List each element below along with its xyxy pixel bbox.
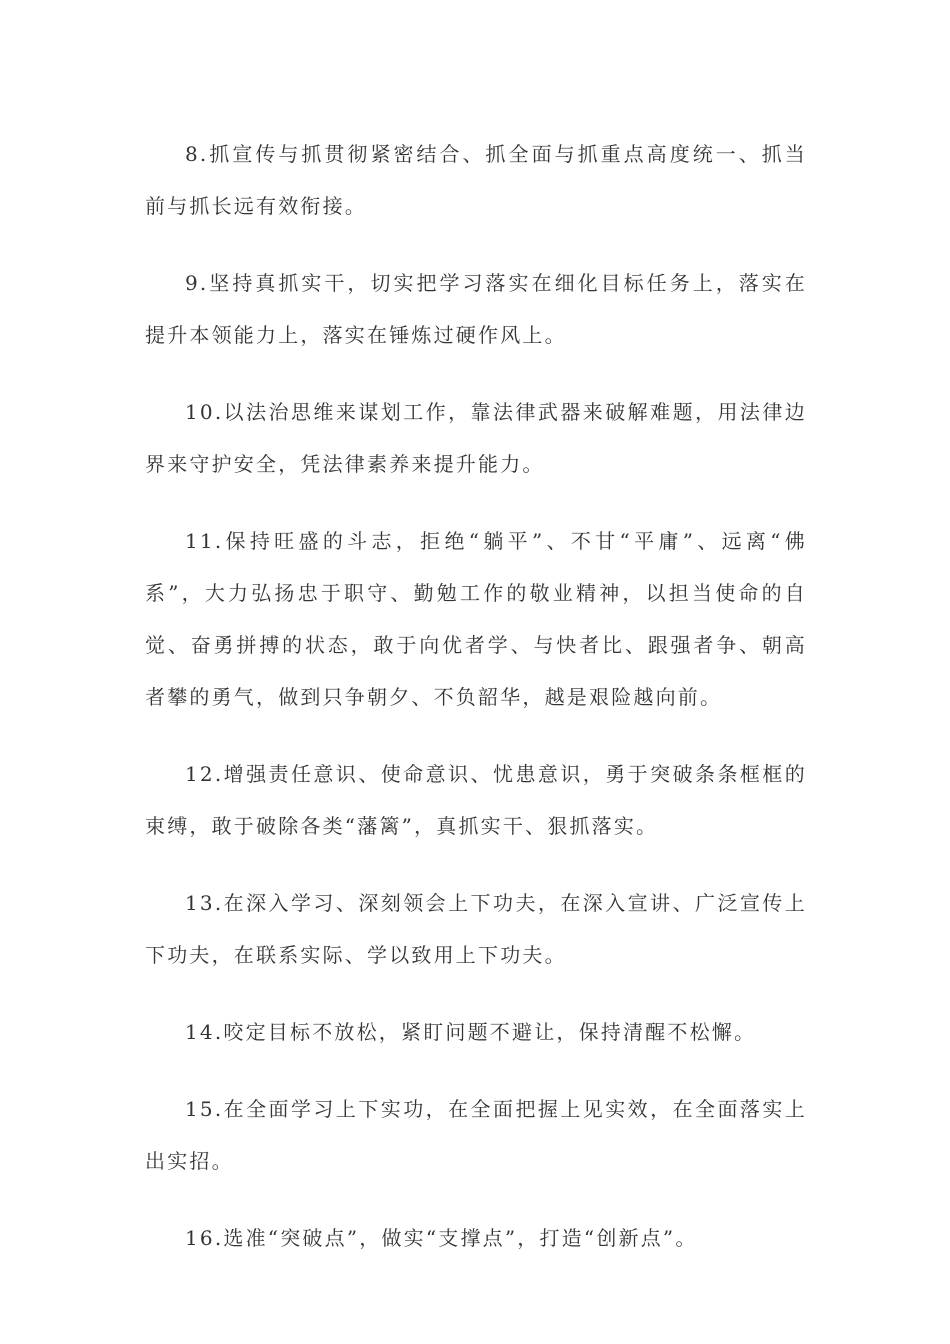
paragraph-item-16: 16.选准“突破点”，做实“支撑点”，打造“创新点”。 [185, 1226, 698, 1250]
paragraph-item-8: 8.抓宣传与抓贯彻紧密结合、抓全面与抓重点高度统一、抓当前与抓长远有效衔接。 [145, 142, 807, 218]
paragraph-item-14: 14.咬定目标不放松，紧盯问题不避让，保持清醒不松懈。 [185, 1020, 757, 1044]
document-body [145, 128, 807, 1289]
paragraph-item-10: 10.以法治思维来谋划工作，靠法律武器来破解难题，用法律边界来守护安全，凭法律素养来提升能力。 [145, 400, 807, 476]
paragraph-item-15: 15.在全面学习上下实功，在全面把握上见实效，在全面落实上出实招。 [145, 1097, 807, 1173]
paragraph-item-12: 12.增强责任意识、使命意识、忧患意识，勇于突破条条框框的束缚，敢于破除各类“藩篱”，真抓实干、狠抓落实。 [145, 762, 807, 838]
paragraph-item-11: 11.保持旺盛的斗志，拒绝“躺平”、不甘“平庸”、远离“佛系”，大力弘扬忠于职守、勤勉工作的敬业精神，以担当使命的自觉、奋勇拼搏的状态，敢于向优者学、与快者比、跟强者争、朝高者攀的勇气，做到只争朝夕、不负韶华，越是艰险越向前。 [145, 529, 807, 709]
paragraph-item-9: 9.坚持真抓实干，切实把学习落实在细化目标任务上，落实在提升本领能力上，落实在锤炼过硬作风上。 [145, 271, 807, 347]
paragraph-item-13: 13.在深入学习、深刻领会上下功夫，在深入宣讲、广泛宣传上下功夫，在联系实际、学以致用上下功夫。 [145, 891, 807, 967]
